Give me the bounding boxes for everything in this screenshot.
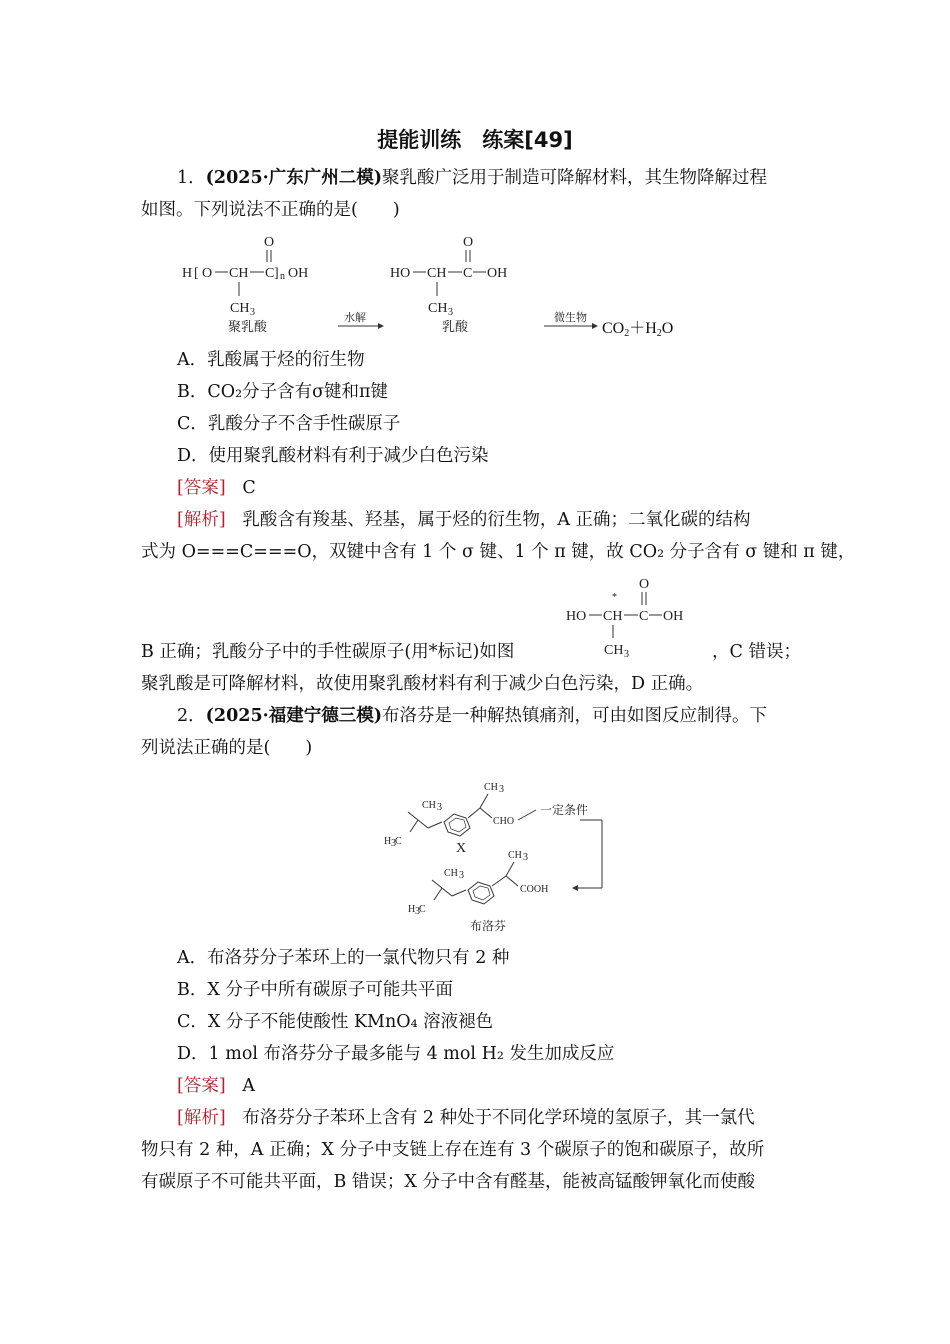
svg-text:HO: HO <box>566 609 587 624</box>
q2-stem-text: 布洛芬是一种解热镇痛剂，可由如图反应制得。下 <box>382 706 767 726</box>
svg-text:3: 3 <box>499 784 504 795</box>
svg-text:H: H <box>408 904 416 915</box>
arrow1-label: 水解 <box>344 311 366 324</box>
svg-text:HO: HO <box>390 266 411 281</box>
answer-value: A <box>242 1076 255 1096</box>
svg-text:3: 3 <box>250 307 255 318</box>
svg-text:OH: OH <box>288 266 309 281</box>
q2-option-d[interactable]: D．1 mol 布洛芬分子最多能与 4 mol H₂ 发生加成反应 <box>177 1044 615 1064</box>
svg-text:C: C <box>463 266 473 281</box>
reaction-condition: 一定条件 <box>540 803 589 817</box>
svg-text:CH: CH <box>229 266 249 281</box>
label-polylactic-acid: 聚乳酸 <box>228 320 268 335</box>
svg-text:3: 3 <box>523 852 528 863</box>
svg-text:CH: CH <box>603 609 623 624</box>
polymer-n-subscript: n <box>280 271 285 282</box>
svg-text:OH: OH <box>663 609 684 624</box>
svg-text:H: H <box>384 836 392 847</box>
q1-source: (2025·广东广州二模) <box>205 168 382 188</box>
label-ibuprofen: 布洛芬 <box>470 919 507 933</box>
svg-text:O: O <box>639 577 650 592</box>
svg-text:OH: OH <box>487 266 508 281</box>
q1-analysis-line4: 聚乳酸是可降解材料，故使用聚乳酸材料有利于减少白色污染，D 正确。 <box>141 674 704 694</box>
svg-text:C: C <box>639 609 649 624</box>
svg-text:CH: CH <box>604 643 624 658</box>
analysis-text: 布洛芬分子苯环上含有 2 种处于不同化学环境的氢原子，其一氯代 <box>242 1108 755 1128</box>
analysis-tag: [解析] <box>177 510 226 530</box>
svg-text:CH: CH <box>444 868 458 879</box>
label-x: X <box>456 841 467 856</box>
svg-text:C: C <box>265 266 275 281</box>
q2-answer <box>177 1074 255 1098</box>
svg-text:[: [ <box>194 266 199 281</box>
q2-option-b[interactable]: B．X 分子中所有碳原子可能共平面 <box>177 980 453 1000</box>
q2-source: (2025·福建宁德三模) <box>205 706 382 726</box>
q2-reaction-figure <box>380 772 610 937</box>
svg-text:3: 3 <box>459 870 464 881</box>
q1-option-b[interactable]: B．CO₂分子含有σ键和π键 <box>177 382 389 402</box>
svg-text:O: O <box>202 266 213 281</box>
svg-text:CH: CH <box>484 782 498 793</box>
page-title: 提能训练 练案[49] <box>377 128 573 152</box>
q1-reaction-figure <box>178 228 708 346</box>
q2-stem-line1 <box>177 704 767 728</box>
q2-option-c[interactable]: C．X 分子不能使酸性 KMnO₄ 溶液褪色 <box>177 1012 494 1032</box>
svg-text:C: C <box>419 904 426 915</box>
q2-number: 2． <box>177 706 206 726</box>
svg-text:CH: CH <box>230 301 250 316</box>
svg-text:]: ] <box>274 266 279 281</box>
cooh-group: COOH <box>520 884 549 895</box>
q1-option-c[interactable]: C．乳酸分子不含手性碳原子 <box>177 414 401 434</box>
q2-analysis-line2: 物只有 2 种，A 正确；X 分子中支链上存在连有 3 个碳原子的饱和碳原子，故所 <box>141 1140 765 1160</box>
svg-text:CH: CH <box>428 301 448 316</box>
analysis-tag: [解析] <box>177 1108 226 1128</box>
q1-option-d[interactable]: D．使用聚乳酸材料有利于减少白色污染 <box>177 446 489 466</box>
q2-stem-line2: 列说法正确的是( ) <box>141 738 313 758</box>
answer-tag: [答案] <box>177 1076 226 1096</box>
svg-text:C: C <box>395 836 402 847</box>
q1-stem-line1 <box>177 166 767 190</box>
svg-text:O: O <box>463 235 474 250</box>
label-lactic-acid: 乳酸 <box>442 320 469 335</box>
q2-option-a[interactable]: A．布洛芬分子苯环上的一氯代物只有 2 种 <box>177 948 510 968</box>
svg-text:H: H <box>182 266 193 281</box>
q1-option-a[interactable]: A．乳酸属于烃的衍生物 <box>177 350 365 370</box>
svg-text:3: 3 <box>437 802 442 813</box>
svg-text:3: 3 <box>415 906 420 917</box>
analysis-text: 乳酸含有羧基、羟基，属于烃的衍生物，A 正确；二氧化碳的结构 <box>242 510 751 530</box>
q1-analysis-line3-end: ，C 错误； <box>712 642 801 662</box>
answer-value: C <box>242 478 256 498</box>
svg-text:CH: CH <box>508 850 522 861</box>
cho-group: CHO <box>493 816 515 827</box>
q1-stem-line2: 如图。下列说法不正确的是( ) <box>141 200 400 220</box>
q2-analysis-line1 <box>177 1106 755 1130</box>
q1-analysis-line2: 式为 O===C===O，双键中含有 1 个 σ 键、1 个 π 键，故 CO₂ 分子含有 σ 键和 π 键， <box>141 542 856 562</box>
products: CO2＋H2O <box>602 320 674 339</box>
q1-analysis-line1 <box>177 508 751 532</box>
q1-number: 1． <box>177 168 206 188</box>
svg-text:3: 3 <box>624 649 629 658</box>
arrow2-label: 微生物 <box>554 311 587 324</box>
q1-stem-text: 聚乳酸广泛用于制造可降解材料，其生物降解过程 <box>382 168 767 188</box>
svg-text:O: O <box>264 235 275 250</box>
chiral-carbon-structure <box>560 572 730 658</box>
svg-text:*: * <box>612 592 617 603</box>
answer-tag: [答案] <box>177 478 226 498</box>
svg-text:CH: CH <box>427 266 447 281</box>
q1-analysis-line3: B 正确；乳酸分子中的手性碳原子(用*标记)如图 <box>141 642 515 662</box>
q1-answer <box>177 476 256 500</box>
q2-analysis-line3: 有碳原子不可能共平面，B 错误；X 分子中含有醛基，能被高锰酸钾氧化而使酸 <box>141 1172 755 1192</box>
svg-text:3: 3 <box>391 838 396 849</box>
svg-text:3: 3 <box>448 307 453 318</box>
svg-text:CH: CH <box>422 800 436 811</box>
